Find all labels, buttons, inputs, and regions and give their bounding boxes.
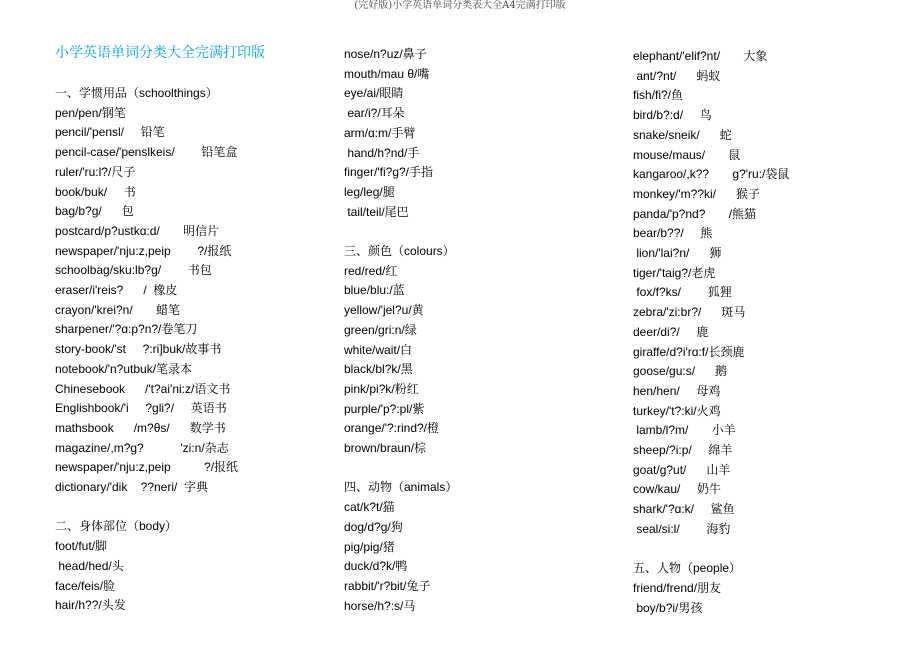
word-entry: rabbit/'r?bit/兔子 <box>344 578 431 593</box>
word-entry: duck/d?k/鸭 <box>344 559 408 574</box>
word-entry: yellow/'jel?u/黄 <box>344 303 424 318</box>
word-entry: eye/ai/眼睛 <box>344 86 404 101</box>
word-entry: white/wait/白 <box>344 342 413 357</box>
word-entry: schoolbag/sku:lb?g/ 书包 <box>55 263 212 278</box>
word-entry: monkey/'m??ki/ 猴子 <box>633 186 760 201</box>
word-entry: seal/si:l/ 海豹 <box>633 521 731 536</box>
word-entry: newspaper/'nju:z,peip ?/报纸 <box>55 243 232 258</box>
word-entry: deer/di?/ 鹿 <box>633 324 709 339</box>
word-entry: tiger/'taig?/老虎 <box>633 265 716 280</box>
word-entry: pig/pig/猪 <box>344 539 395 554</box>
word-entry: pencil/'pensl/ 铅笔 <box>55 125 165 140</box>
word-entry: goose/gu:s/ 鹅 <box>633 364 728 379</box>
word-entry: sheep/?i:p/ 绵羊 <box>633 443 733 457</box>
word-entry: pink/pi?k/粉红 <box>344 381 419 396</box>
word-entry: shark/'?ɑ:k/ 鲨鱼 <box>633 502 735 517</box>
word-entry: head/hed/头 <box>55 558 124 573</box>
word-entry: zebra/'zi:br?/ 斑马 <box>633 305 746 320</box>
word-entry: arm/ɑ:m/手臂 <box>344 125 416 140</box>
word-entry: orange/'?:rind?/橙 <box>344 421 440 436</box>
word-entry: face/feis/脸 <box>55 578 116 593</box>
word-entry: notebook/'n?utbuk/笔录本 <box>55 361 193 376</box>
word-entry: ruler/'ru:l?/尺子 <box>55 164 136 179</box>
word-entry: hen/hen/ 母鸡 <box>633 383 721 398</box>
document-title: 小学英语单词分类大全完满打印版 <box>55 45 265 61</box>
section-heading: 一、学惯用品（schoolthings） <box>55 86 218 100</box>
word-entry: bird/b?:d/ 鸟 <box>633 108 712 123</box>
word-entry: mathsbook /m?θs/ 数学书 <box>55 420 226 435</box>
word-entry: story-book/'st ?:ri]buk/故事书 <box>55 342 222 357</box>
section-heading: 三、颜色（colours） <box>344 244 455 258</box>
word-entry: ear/i?/耳朵 <box>344 106 405 121</box>
word-entry: mouse/maus/ 鼠 <box>633 147 741 162</box>
word-entry: lamb/l?m/ 小羊 <box>633 423 736 438</box>
word-entry: snake/sneik/ 蛇 <box>633 127 732 142</box>
word-entry: nose/n?uz/鼻子 <box>344 47 427 61</box>
word-entry: hair/h??/头发 <box>55 598 126 613</box>
word-entry: fish/fi?/鱼 <box>633 88 684 103</box>
word-entry: fox/f?ks/ 狐狸 <box>633 285 732 300</box>
section-heading: 二、身体部位（body） <box>55 519 178 534</box>
word-entry: bag/b?g/ 包 <box>55 204 134 219</box>
word-entry: eraser/i'reis? / 橡皮 <box>55 283 178 297</box>
word-entry: purple/'p?:pl/紫 <box>344 401 425 416</box>
word-entry: magazine/,m?g? 'zi:n/杂志 <box>55 440 229 455</box>
word-entry: foot/fut/脚 <box>55 539 108 554</box>
word-entry: sharpener/'?ɑ:p?n?/卷笔刀 <box>55 322 198 337</box>
word-entry: kangaroo/,k?? g?'ru:/袋鼠 <box>633 167 790 182</box>
word-entry: newspaper/'nju:z,peip ?/报纸 <box>55 460 239 475</box>
word-entry: turkey/'t?:ki/火鸡 <box>633 403 721 418</box>
section-heading: 四、动物（animals） <box>344 480 458 495</box>
word-entry: goat/g?ut/ 山羊 <box>633 462 731 477</box>
word-entry: giraffe/d?i'rɑ:f/长颈鹿 <box>633 344 745 359</box>
word-entry: dictionary/'dik ??neri/ 字典 <box>55 480 209 494</box>
word-entry: panda/'p?nd? /熊猫 <box>633 206 757 221</box>
page-header: (完好版)小学英语单词分类表大全A4完满打印版 <box>354 0 566 11</box>
word-entry: Englishbook/'i ?gli?/ 英语书 <box>55 401 227 416</box>
word-entry: horse/h?:s/马 <box>344 598 416 613</box>
word-entry: pencil-case/'penslkeis/ 铅笔盒 <box>55 145 238 160</box>
word-entry: cat/k?t/猫 <box>344 500 395 515</box>
word-entry: brown/braun/棕 <box>344 441 427 455</box>
word-entry: Chinesebook /'t?ai'ni:z/语文书 <box>55 381 231 396</box>
word-entry: postcard/p?ustkɑ:d/ 明信片 <box>55 223 220 238</box>
word-entry: book/buk/ 书 <box>55 184 136 199</box>
word-entry: ant/?nt/ 蚂蚁 <box>633 68 721 83</box>
word-entry: cow/kau/ 奶牛 <box>633 482 722 497</box>
word-entry: hand/h?nd/手 <box>344 145 420 160</box>
word-entry: friend/frend/朋友 <box>633 580 722 595</box>
section-heading: 五、人物（people） <box>633 561 742 576</box>
word-entry: elephant/'elif?nt/ 大象 <box>633 49 768 63</box>
word-entry: blue/blu:/蓝 <box>344 283 405 298</box>
word-entry: tail/teil/尾巴 <box>344 204 409 219</box>
word-entry: leg/leg/腿 <box>344 184 395 199</box>
word-entry: mouth/mau θ/嘴 <box>344 66 430 81</box>
word-entry: black/bl?k/黑 <box>344 362 413 377</box>
word-entry: crayon/'krei?n/ 蜡笔 <box>55 302 180 317</box>
word-entry: dog/d?g/狗 <box>344 519 403 534</box>
word-entry: green/gri:n/绿 <box>344 322 417 337</box>
word-entry: bear/b??/ 熊 <box>633 226 713 241</box>
word-entry: pen/pen/钢笔 <box>55 105 126 120</box>
word-entry: lion/'lai?n/ 狮 <box>633 246 722 260</box>
word-entry: boy/b?i/男孩 <box>633 600 703 615</box>
word-entry: red/red/红 <box>344 263 398 278</box>
word-entry: finger/'fi?g?/手指 <box>344 165 433 180</box>
